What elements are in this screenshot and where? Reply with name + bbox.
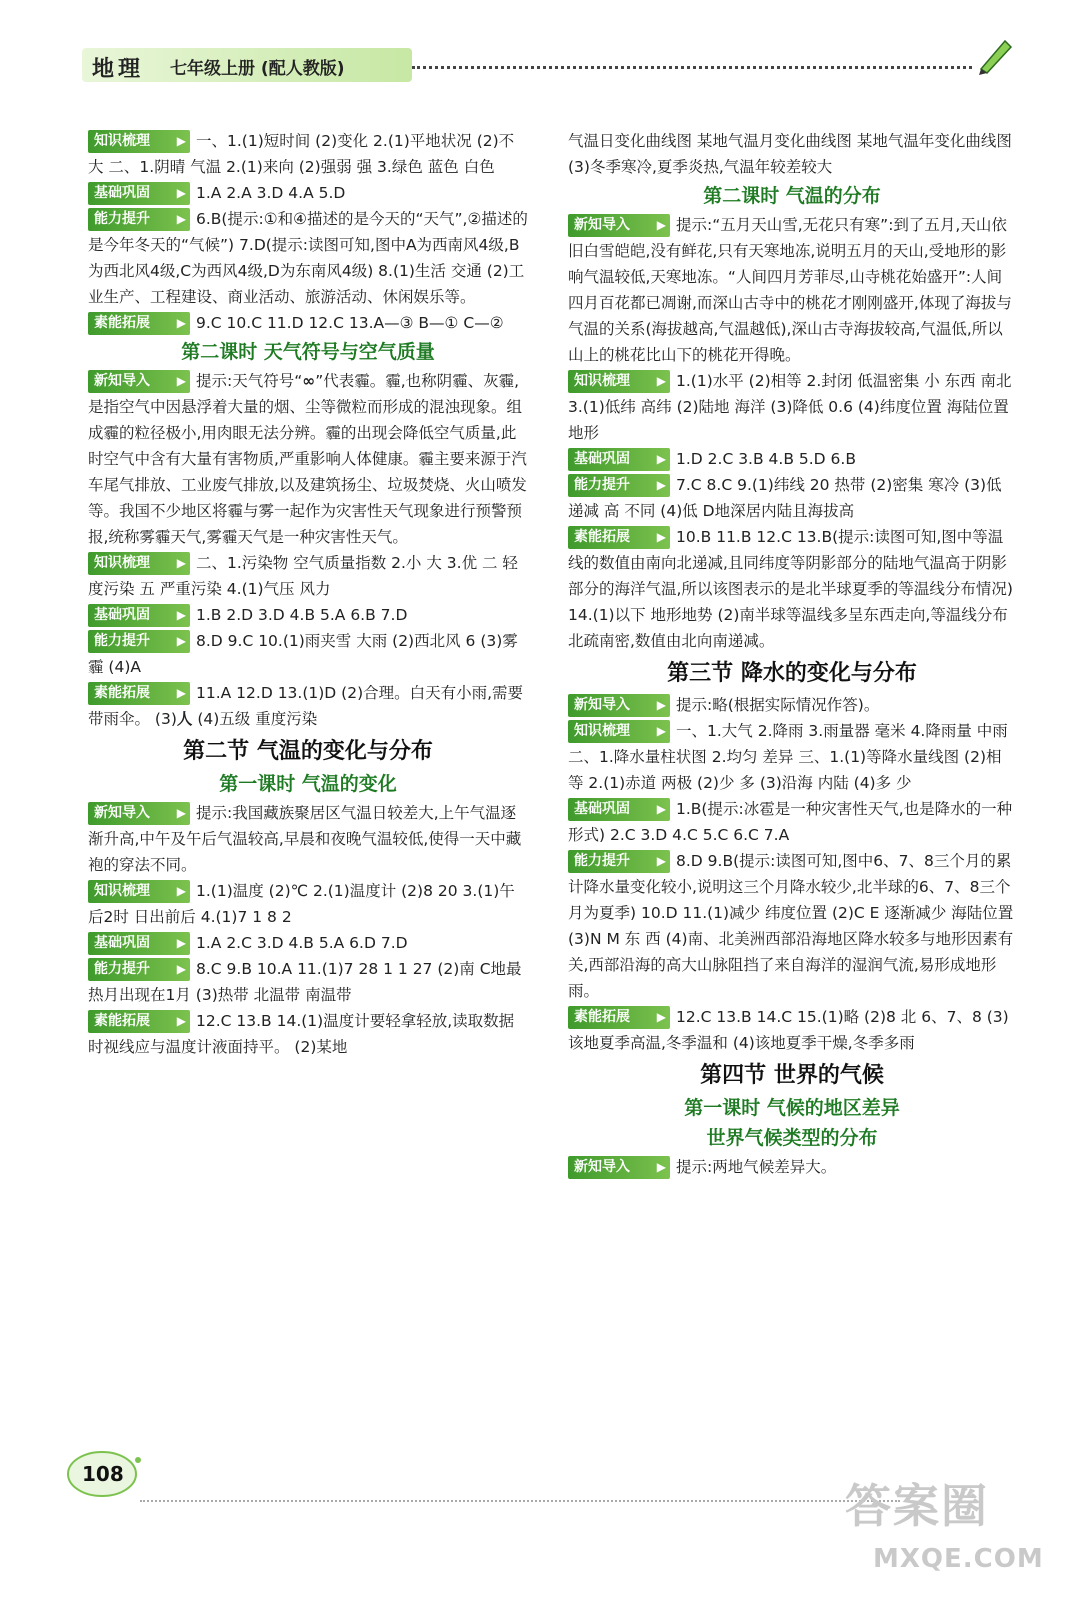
answer-text: 12.C 13.B 14.(1)温度计要轻拿轻放,读取数据时视线应与温度计液面持平。 (2)某地 (88, 1012, 515, 1056)
answer-block (88, 878, 528, 930)
watermark-logo: 答案圈 (845, 1479, 989, 1533)
answer-block (568, 472, 1016, 524)
answer-text: 11.A 12.D 13.(1)D (2)合理。白天有小雨,需要带雨伞。 (3) (88, 684, 524, 728)
watermark-url: MXQE.COM (873, 1544, 1044, 1574)
answer-text: 提示:两地气候差异大。 (676, 1158, 837, 1176)
answer-block (568, 212, 1016, 368)
tag-zhishi: 知识梳理 ▶ (88, 880, 190, 903)
answer-block (568, 1004, 1016, 1056)
answer-block (568, 524, 1016, 654)
answer-text: 提示:略(根据实际情况作答)。 (676, 696, 880, 714)
tag-xinzhi: 新知导入 ▶ (568, 214, 670, 237)
section-title: 第三节 降水的变化与分布 (667, 660, 917, 686)
tag-zhishi: 知识梳理 ▶ (88, 552, 190, 575)
answer-text: 7.C 8.C 9.(1)纬线 20 热带 (2)密集 寒冷 (3)低 递减 高 不同 (4)低 D地深居内陆且海拔高 (568, 476, 1002, 520)
tag-zhishi: 知识梳理 ▶ (88, 130, 190, 153)
page-number: 108 (82, 1462, 124, 1486)
answer-block (568, 446, 1016, 472)
tag-xinzhi: 新知导入 ▶ (88, 370, 190, 393)
answer-text: 8.D 9.B(提示:读图可知,图中6、7、8三个月的累计降水量变化较小,说明这三个月降水较少,北半球的6、7、8三个月为夏季) 10.D 11.(1)减少 纬度位置 (2)C E 逐渐减少 海陆位置 (3)N M 东 西 (4)南、北美洲西部沿海地区降水较多与地形因素有关,西部沿海的高大山脉阻挡了来自海洋的湿润气流,易形成地形雨。 (568, 852, 1014, 1000)
tag-nengli: 能力提升 ▶ (88, 958, 190, 981)
answer-text: ”代表霾。霾,也称阴霾、灰霾,是指空气中因悬浮着大量的烟、尘等微粒而形成的混浊现象。组成霾的粒径极小,用肉眼无法分辨。霾的出现会降低空气质量,此时空气中含有大量有害物质,严重影响人体健康。霾主要来源于汽车尾气排放、工业废气排放,以及建筑扬尘、垃圾焚烧、火山喷发等。我国不少地区将霾与雾一起作为灾害性天气现象进行预警预报,统称雾霾天气,雾霾天气是一种灾害性天气。 (88, 372, 527, 546)
answer-text: 二、1.污染物 空气质量指数 2.小 大 3.优 二 轻度污染 五 严重污染 4.(1)气压 风力 (88, 554, 518, 598)
answer-text: 1.A 2.A 3.D 4.A 5.D (196, 184, 346, 202)
tag-suneng: 素能拓展 ▶ (88, 312, 190, 335)
answer-text: 1.D 2.C 3.B 4.B 5.D 6.B (676, 450, 856, 468)
answer-block (88, 956, 528, 1008)
answer-block (88, 930, 528, 956)
answer-text: 12.C 13.B 14.C 15.(1)略 (2)8 北 6、7、8 (3)该地夏季高温,冬季温和 (4)该地夏季干燥,冬季多雨 (568, 1008, 1009, 1052)
watermark (845, 1470, 1045, 1590)
tag-jichu: 基础巩固 ▶ (88, 604, 190, 627)
tag-zhishi: 知识梳理 ▶ (568, 370, 670, 393)
answer-block (568, 848, 1016, 1004)
tag-xinzhi: 新知导入 ▶ (568, 1156, 670, 1179)
answer-block (88, 368, 528, 550)
left-column (88, 128, 528, 1060)
answer-text: 一、1.大气 2.降雨 3.雨量器 毫米 4.降雨量 中雨 二、1.降水量柱状图 2.均匀 差异 三、1.(1)等降水量线图 (2)相等 2.(1)赤道 两极 (2)少 多 (3)沿海 内陆 (4)多 少 (568, 722, 1008, 792)
tag-jichu: 基础巩固 ▶ (88, 932, 190, 955)
answer-block (568, 368, 1016, 446)
book-title: 七年级上册 (配人教版) (170, 59, 345, 79)
tag-jichu: 基础巩固 ▶ (568, 448, 670, 471)
tag-nengli: 能力提升 ▶ (88, 208, 190, 231)
tag-suneng: 素能拓展 ▶ (568, 1006, 670, 1029)
tag-xinzhi: 新知导入 ▶ (88, 802, 190, 825)
answer-block (88, 800, 528, 878)
tag-xinzhi: 新知导入 ▶ (568, 694, 670, 717)
answer-text: 10.B 11.B 12.C 13.B(提示:读图可知,图中等温线的数值由南向北递减,且同纬度等阴影部分的陆地气温高于阴影部分的海洋气温,所以该图表示的是北半球夏季的等温线分布情况) 14.(1)以下 地形地势 (2)南半球等温线多呈东西走向,等温线分布北疏南密,数值由北向南递减。 (568, 528, 1013, 650)
lesson-title: 第一课时 气温的变化 (219, 773, 397, 795)
answer-text: 1.(1)水平 (2)相等 2.封闭 低温密集 小 东西 南北 3.(1)低纬 高纬 (2)陆地 海洋 (3)降低 0.6 (4)纬度位置 海陆位置 地形 (568, 372, 1012, 442)
lesson-title: 第一课时 气候的地区差异 (684, 1097, 900, 1119)
answer-block (568, 1154, 1016, 1180)
answer-text: 一、1.(1)短时间 (2)变化 2.(1)平地状况 (2)不大 二、1.阴晴 气温 2.(1)来向 (2)强弱 强 3.绿色 蓝色 白色 (88, 132, 515, 176)
lesson-subtitle: 世界气候类型的分布 (706, 1127, 878, 1149)
section-title: 第二节 气温的变化与分布 (183, 738, 433, 764)
lesson-title: 第二课时 天气符号与空气质量 (181, 341, 435, 363)
answer-block (568, 796, 1016, 848)
answer-block (88, 550, 528, 602)
lesson-title: 第二课时 气温的分布 (703, 185, 881, 207)
answer-block (88, 310, 528, 336)
tag-nengli: 能力提升 ▶ (568, 474, 670, 497)
answer-text: 提示:天气符号“ (196, 372, 303, 390)
answer-text: 1.B 2.D 3.D 4.B 5.A 6.B 7.D (196, 606, 408, 624)
answer-block (88, 206, 528, 310)
answer-text: 提示:我国藏族聚居区气温日较差大,上午气温逐渐升高,中午及午后气温较高,早晨和夜晚气温较低,使得一天中藏袍的穿法不同。 (88, 804, 522, 874)
header-divider (412, 66, 972, 69)
answer-text: 1.(1)温度 (2)℃ 2.(1)温度计 (2)8 20 3.(1)午后2时 日出前后 4.(1)7 1 8 2 (88, 882, 515, 926)
answer-block (88, 180, 528, 206)
answer-text: 8.D 9.C 10.(1)雨夹雪 大雨 (2)西北风 6 (3)雾霾 (4)A (88, 632, 518, 676)
haze-symbol: ∞ (302, 372, 316, 390)
answer-block (88, 680, 528, 732)
subject-title: 地理 (92, 57, 145, 82)
footer-divider (140, 1500, 900, 1502)
answer-text: 1.A 2.C 3.D 4.B 5.A 6.D 7.D (196, 934, 408, 952)
answer-block (568, 692, 1016, 718)
answer-text: 1.B(提示:冰雹是一种灾害性天气,也是降水的一种形式) 2.C 3.D 4.C 5.C 6.C 7.A (568, 800, 1013, 844)
right-column (568, 128, 1016, 1180)
tag-nengli: 能力提升 ▶ (88, 630, 190, 653)
answer-text: 气温日变化曲线图 某地气温月变化曲线图 某地气温年变化曲线图 (3)冬季寒冷,夏季炎热,气温年较差较大 (568, 132, 1012, 176)
pen-icon (975, 35, 1015, 75)
tag-suneng: 素能拓展 ▶ (88, 1010, 190, 1033)
page-header (0, 0, 1066, 100)
answer-block (88, 602, 528, 628)
answer-block (568, 718, 1016, 796)
answer-text: (4)五级 重度污染 (192, 710, 318, 728)
section-title: 第四节 世界的气候 (700, 1062, 884, 1088)
answer-block (88, 628, 528, 680)
answer-block (88, 128, 528, 180)
tag-jichu: 基础巩固 ▶ (568, 798, 670, 821)
answer-text: 8.C 9.B 10.A 11.(1)7 28 1 1 27 (2)南 C地最热月出现在1月 (3)热带 北温带 南温带 (88, 960, 522, 1004)
tag-suneng: 素能拓展 ▶ (88, 682, 190, 705)
answer-block (88, 1008, 528, 1060)
tag-suneng: 素能拓展 ▶ (568, 526, 670, 549)
answer-text: 6.B(提示:①和④描述的是今天的“天气”,②描述的是今年冬天的“气候”) 7.D(提示:读图可知,图中A为西南风4级,B为西北风4级,C为西风4级,D为东南风4级) 8.(1)生活 交通 (2)工业生产、工程建设、商业活动、旅游活动、休闲娱乐等。 (88, 210, 528, 306)
tag-nengli: 能力提升 ▶ (568, 850, 670, 873)
tag-zhishi: 知识梳理 ▶ (568, 720, 670, 743)
answer-text: 9.C 10.C 11.D 12.C 13.A—③ B—① C—② (196, 314, 504, 332)
wind-symbol: ⼈ (176, 710, 193, 728)
tag-jichu: 基础巩固 ▶ (88, 182, 190, 205)
answer-text: 提示:“五月天山雪,无花只有寒”:到了五月,天山依旧白雪皑皑,没有鲜花,只有天寒地冻,说明五月的天山,受地形的影响气温较低,天寒地冻。“人间四月芳菲尽,山寺桃花始盛开”:人间四月百花都已凋谢,而深山古寺中的桃花才刚刚盛开,体现了海拔与气温的关系(海拔越高,气温越低),深山古寺海拔较高,气温低,所以山上的桃花比山下的桃花开得晚。 (568, 216, 1012, 364)
